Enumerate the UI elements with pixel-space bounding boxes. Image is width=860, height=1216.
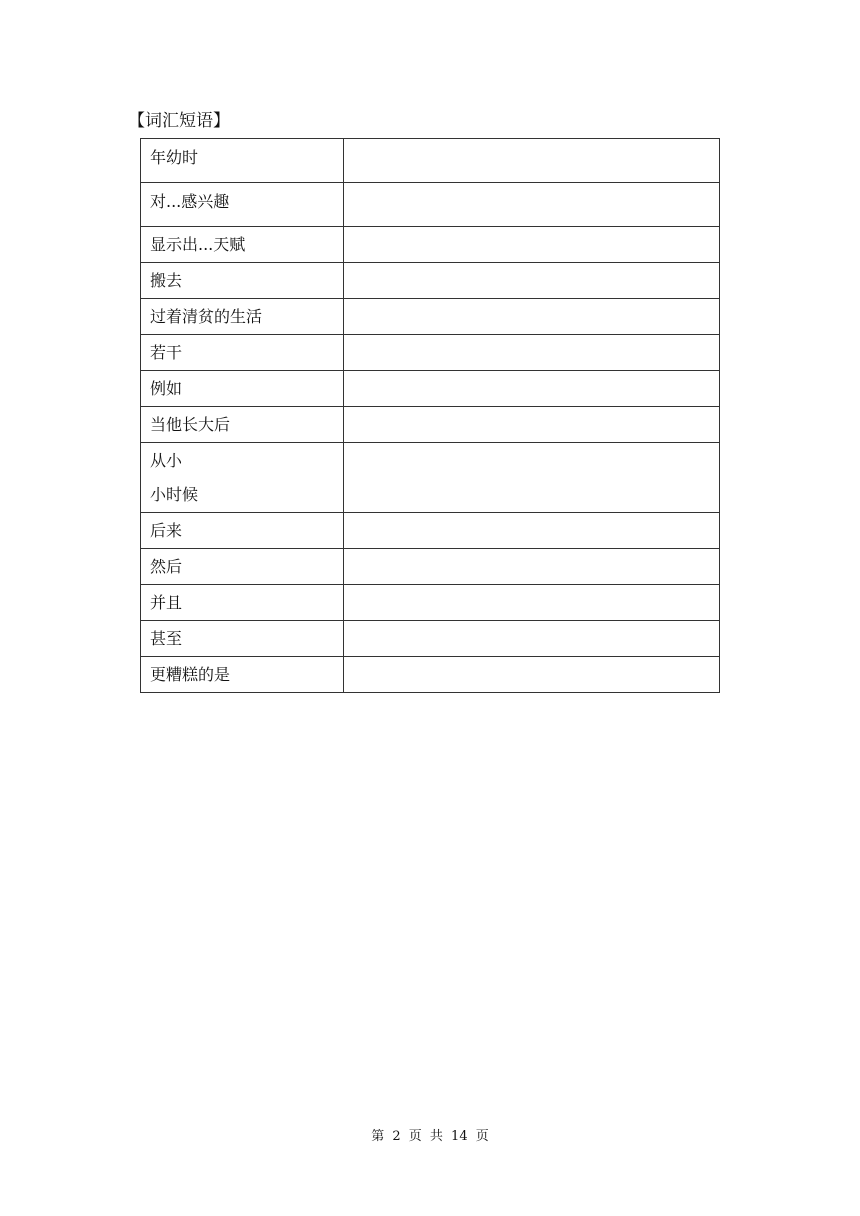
phrase-cell [141,549,344,585]
answer-cell[interactable] [344,513,720,549]
phrase-text: 对...感兴趣 [150,192,230,211]
answer-cell[interactable] [344,227,720,263]
answer-cell[interactable] [344,335,720,371]
table-row [141,513,720,549]
phrase-cell [141,263,344,299]
table-row [141,183,720,227]
table-row [141,299,720,335]
phrase-cell [141,335,344,371]
phrase-cell [141,371,344,407]
answer-cell[interactable] [344,585,720,621]
answer-cell[interactable] [344,139,720,183]
phrase-cell [141,621,344,657]
phrase-text: 更糟糕的是 [150,665,231,684]
table-row [141,549,720,585]
phrase-text: 过着清贫的生活 [150,307,263,326]
table-row [141,407,720,443]
answer-cell[interactable] [344,657,720,693]
answer-cell[interactable] [344,407,720,443]
answer-cell[interactable] [344,299,720,335]
page-number: 第 2 页 共 14 页 [371,1129,489,1144]
table-row [141,371,720,407]
answer-cell[interactable] [344,621,720,657]
answer-cell[interactable] [344,183,720,227]
phrase-text: 并且 [150,593,183,612]
answer-cell[interactable] [344,371,720,407]
phrase-cell [141,227,344,263]
table-row [141,657,720,693]
phrase-cell [141,299,344,335]
phrase-text: 从小 [150,451,183,470]
table-row [141,263,720,299]
table-row [141,621,720,657]
table-row [141,585,720,621]
answer-cell[interactable] [344,549,720,585]
answer-cell[interactable] [344,263,720,299]
phrase-text: 小时候 [150,485,199,504]
phrase-cell [141,183,344,227]
phrase-cell [141,585,344,621]
phrase-text: 后来 [150,521,183,540]
phrase-cell [141,443,344,513]
phrase-text: 甚至 [150,629,183,648]
table-row [141,139,720,183]
phrase-text: 搬去 [150,271,183,290]
phrase-text: 年幼时 [150,148,199,167]
table-row [141,443,720,513]
phrase-cell [141,657,344,693]
section-title: 【词汇短语】 [128,111,230,131]
phrase-text: 若干 [150,343,183,362]
phrase-text: 例如 [150,379,183,398]
table-row [141,227,720,263]
phrase-text: 然后 [150,557,183,576]
phrase-text: 当他长大后 [150,415,231,434]
phrase-cell [141,407,344,443]
vocabulary-table [140,138,720,693]
phrase-text: 显示出...天赋 [150,235,246,254]
table-row [141,335,720,371]
phrase-cell [141,513,344,549]
answer-cell[interactable] [344,443,720,513]
phrase-cell [141,139,344,183]
phrase-text-group [150,443,343,512]
